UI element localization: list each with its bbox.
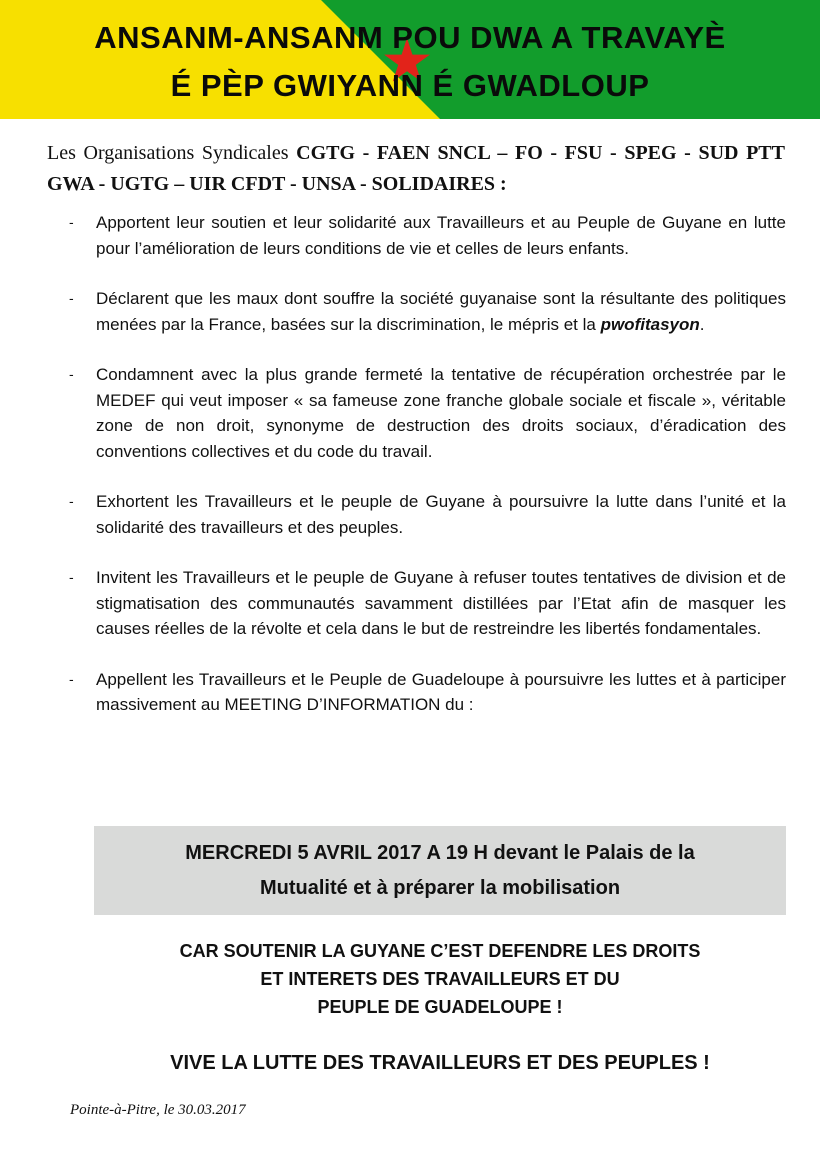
union-list: CGTG - FAEN SNCL – FO - FSU - SPEG - SUD PTT GWA - UGTG – UIR CFDT - UNSA - SOLIDAIRES :: [47, 142, 785, 195]
item-text: Appellent les Travailleurs et le Peuple de Guadeloupe à poursuivre les luttes et à participer massivement au MEETING D’INFORMATION du :: [96, 669, 786, 714]
header-banner: [0, 0, 820, 119]
place-date: Pointe-à-Pitre, le 30.03.2017: [70, 1102, 246, 1118]
list-item: [66, 489, 786, 540]
bullet-dash: -: [69, 670, 74, 687]
statement-list: [66, 210, 786, 743]
bullet-dash: -: [69, 493, 74, 509]
item-emphasis: pwofitasyon: [600, 314, 700, 334]
title-line-1: ANSANM-ANSANM POU DWA A TRAVAYÈ: [94, 20, 726, 55]
intro-paragraph: [47, 138, 785, 200]
bullet-dash: -: [69, 214, 74, 230]
item-text: Invitent les Travailleurs et le peuple de Guyane à refuser toutes tentatives de division et de stigmatisation des communautés savamment distillées par l’Etat afin de masquer les causes réelles de la révolte et cela dans le but de restreindre les libertés fondamentales.: [96, 568, 786, 638]
item-text: Exhortent les Travailleurs et le peuple de Guyane à poursuivre la lutte dans l’unité et la solidarité des travailleurs et des peuples.: [96, 492, 786, 537]
list-item: [66, 565, 786, 642]
support-line-3: PEUPLE DE GUADELOUPE !: [317, 997, 563, 1017]
meeting-line-2: Mutualité et à préparer la mobilisation: [259, 877, 621, 899]
list-item: [66, 286, 786, 337]
item-suffix: .: [699, 314, 705, 334]
meeting-box: [94, 826, 786, 915]
support-line-2: ET INTERETS DES TRAVAILLEURS ET DU: [260, 969, 620, 989]
bullet-dash: -: [69, 290, 74, 306]
closing-slogan: VIVE LA LUTTE DES TRAVAILLEURS ET DES PEUPLES !: [170, 1052, 710, 1074]
title-line-2: É PÈP GWIYANN É GWADLOUP: [170, 68, 650, 103]
intro-prefix: Les Organisations Syndicales: [47, 142, 289, 164]
list-item: [66, 210, 786, 261]
bullet-dash: -: [69, 569, 74, 585]
item-text: Apportent leur soutien et leur solidarité aux Travailleurs et au Peuple de Guyane en lutte pour l’amélioration de leurs conditions de vie et celles de leurs enfants.: [96, 213, 786, 258]
item-text: Déclarent que les maux dont souffre la société guyanaise sont la résultante des politiques menées par la France, basées sur la discrimination, le mépris et la: [96, 289, 786, 334]
item-text: Condamnent avec la plus grande fermeté la tentative de récupération orchestrée par le MEDEF qui veut imposer « sa fameuse zone franche globale sociale et fiscale », véritable zone de non droit, synonyme de destruction des droits sociaux, d’éradication des conventions collectives et du code du travail.: [96, 365, 786, 461]
support-statement: [0, 937, 820, 1021]
list-item: [66, 362, 786, 464]
meeting-line-1: MERCREDI 5 AVRIL 2017 A 19 H devant le Palais de la: [185, 842, 695, 864]
bullet-dash: -: [69, 366, 74, 382]
list-item: [66, 667, 786, 718]
support-line-1: CAR SOUTENIR LA GUYANE C’EST DEFENDRE LES DROITS: [179, 941, 701, 961]
